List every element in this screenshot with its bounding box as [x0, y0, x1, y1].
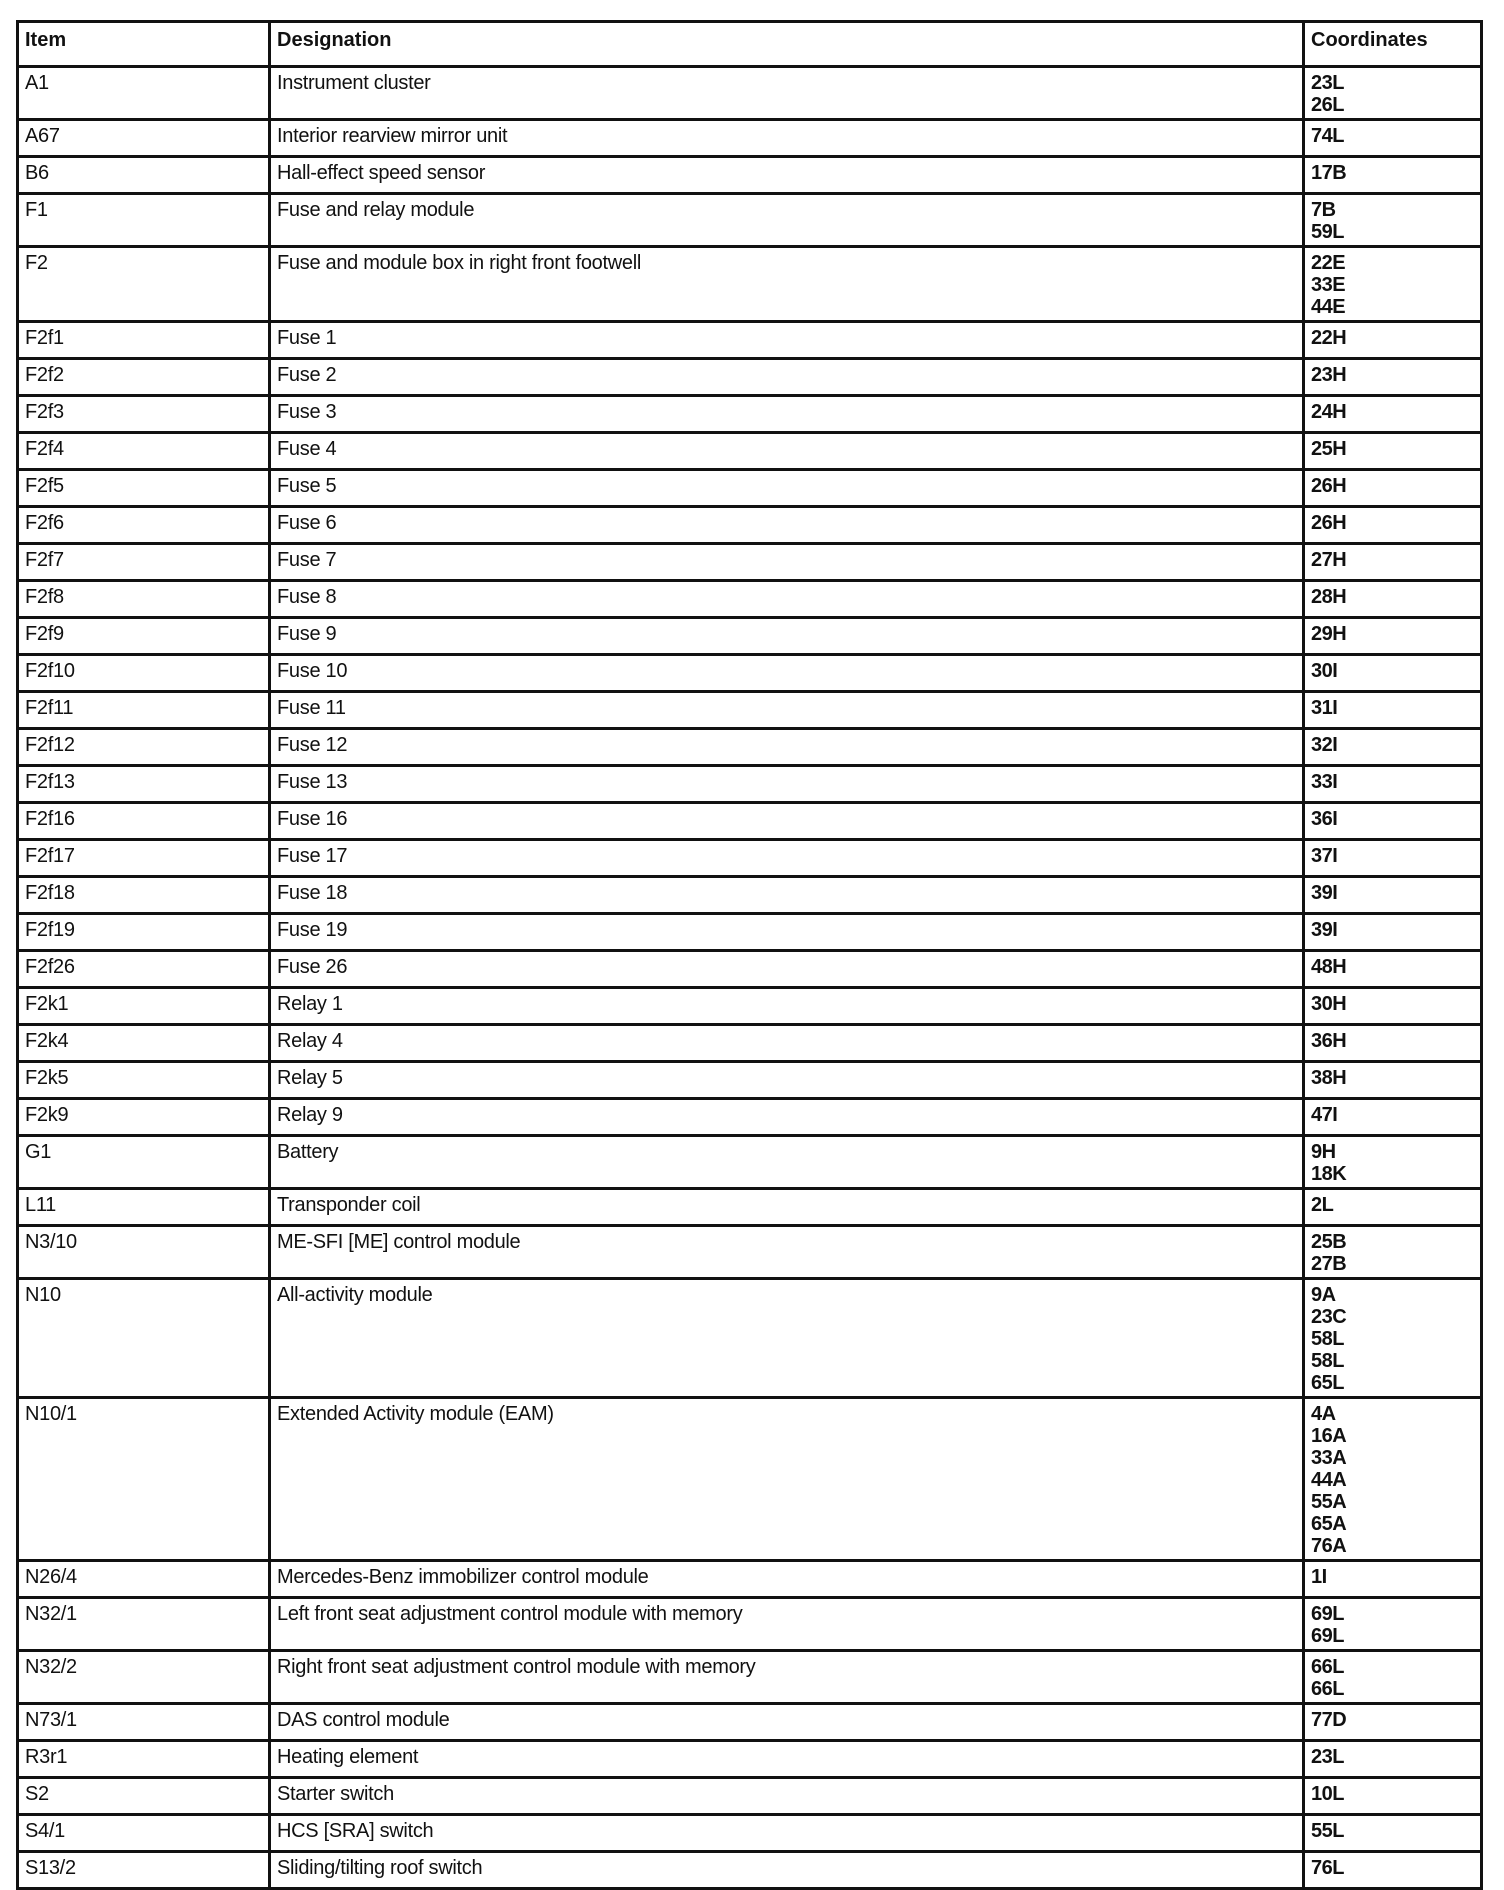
coordinate-value: 26H [1311, 475, 1347, 497]
coordinate-value: 33A [1311, 1447, 1347, 1469]
item-cell: F2f3 [18, 396, 270, 433]
item-cell: G1 [18, 1136, 270, 1189]
coordinates-cell [1304, 507, 1482, 544]
coordinate-value: 55L [1311, 1820, 1344, 1842]
coordinate-value: 30I [1311, 660, 1338, 682]
item-cell: F2f12 [18, 729, 270, 766]
designation-cell: Fuse 16 [270, 803, 1304, 840]
item-cell: F2f17 [18, 840, 270, 877]
designation-cell: Starter switch [270, 1778, 1304, 1815]
coordinates-cell [1304, 1136, 1482, 1189]
coordinate-value: 44A [1311, 1469, 1347, 1491]
coordinates-cell [1304, 914, 1482, 951]
table-row [18, 322, 1482, 359]
coordinates-cell [1304, 1025, 1482, 1062]
table-row [18, 766, 1482, 803]
item-cell: F2f10 [18, 655, 270, 692]
table-row [18, 396, 1482, 433]
coordinates-cell [1304, 247, 1482, 322]
coordinate-value: 16A [1311, 1425, 1347, 1447]
item-cell: N32/1 [18, 1598, 270, 1651]
designation-cell: Right front seat adjustment control module with memory [270, 1651, 1304, 1704]
coordinate-value: 77D [1311, 1709, 1347, 1731]
coordinate-value: 32I [1311, 734, 1338, 756]
coordinates-cell [1304, 618, 1482, 655]
coordinate-value: 58L [1311, 1350, 1344, 1372]
coordinates-cell [1304, 1704, 1482, 1741]
item-cell: F1 [18, 194, 270, 247]
item-cell: F2f26 [18, 951, 270, 988]
coordinate-value: 18K [1311, 1163, 1347, 1185]
table-row [18, 803, 1482, 840]
table-row [18, 1189, 1482, 1226]
coordinate-value: 7B [1311, 199, 1336, 221]
coordinates-cell [1304, 877, 1482, 914]
coordinate-value: 65L [1311, 1372, 1344, 1394]
coordinate-value: 25H [1311, 438, 1347, 460]
item-cell: S4/1 [18, 1815, 270, 1852]
coordinates-cell [1304, 396, 1482, 433]
table-row [18, 914, 1482, 951]
designation-cell: Fuse 9 [270, 618, 1304, 655]
item-cell: F2f2 [18, 359, 270, 396]
item-cell: F2f19 [18, 914, 270, 951]
coordinates-cell [1304, 766, 1482, 803]
designation-cell: Fuse 4 [270, 433, 1304, 470]
designation-cell: Fuse 7 [270, 544, 1304, 581]
coordinate-value: 26L [1311, 94, 1344, 116]
coordinate-value: 33E [1311, 274, 1346, 296]
item-cell: F2f4 [18, 433, 270, 470]
table-row [18, 1136, 1482, 1189]
designation-cell: Heating element [270, 1741, 1304, 1778]
coordinates-cell [1304, 1279, 1482, 1398]
item-cell: F2f16 [18, 803, 270, 840]
coordinate-value: 9A [1311, 1284, 1336, 1306]
coordinate-value: 39I [1311, 882, 1338, 904]
coordinate-value: 25B [1311, 1231, 1347, 1253]
designation-cell: Left front seat adjustment control module with memory [270, 1598, 1304, 1651]
item-cell: A67 [18, 120, 270, 157]
table-row [18, 988, 1482, 1025]
table-row [18, 1704, 1482, 1741]
coordinates-cell [1304, 194, 1482, 247]
coordinate-value: 2L [1311, 1194, 1334, 1216]
coordinate-value: 9H [1311, 1141, 1336, 1163]
coordinate-value: 27H [1311, 549, 1347, 571]
table-row [18, 1778, 1482, 1815]
header-item: Item [18, 22, 270, 67]
coordinate-value: 66L [1311, 1678, 1344, 1700]
table-row [18, 1651, 1482, 1704]
table-row [18, 433, 1482, 470]
table-row [18, 194, 1482, 247]
coordinate-value: 48H [1311, 956, 1347, 978]
designation-cell: Extended Activity module (EAM) [270, 1398, 1304, 1561]
designation-cell: Relay 4 [270, 1025, 1304, 1062]
designation-cell: Sliding/tilting roof switch [270, 1852, 1304, 1889]
coordinate-value: 31I [1311, 697, 1338, 719]
designation-cell: Fuse 13 [270, 766, 1304, 803]
item-cell: F2f5 [18, 470, 270, 507]
coordinates-cell [1304, 470, 1482, 507]
table-row [18, 1852, 1482, 1889]
coordinates-cell [1304, 1062, 1482, 1099]
table-row [18, 840, 1482, 877]
coordinate-value: 69L [1311, 1603, 1344, 1625]
item-cell: F2k1 [18, 988, 270, 1025]
coordinate-value: 58L [1311, 1328, 1344, 1350]
designation-cell: Relay 5 [270, 1062, 1304, 1099]
table-row [18, 1279, 1482, 1398]
item-cell: F2k5 [18, 1062, 270, 1099]
coordinate-value: 69L [1311, 1625, 1344, 1647]
item-cell: S13/2 [18, 1852, 270, 1889]
table-row [18, 1741, 1482, 1778]
item-cell: R3r1 [18, 1741, 270, 1778]
coordinate-value: 4A [1311, 1403, 1336, 1425]
table-row [18, 247, 1482, 322]
table-row [18, 1598, 1482, 1651]
designation-cell: Hall-effect speed sensor [270, 157, 1304, 194]
table-row [18, 507, 1482, 544]
designation-cell: Fuse 1 [270, 322, 1304, 359]
table-body [18, 67, 1482, 1889]
coordinate-value: 28H [1311, 586, 1347, 608]
coordinates-cell [1304, 433, 1482, 470]
coordinate-value: 38H [1311, 1067, 1347, 1089]
coordinate-value: 26H [1311, 512, 1347, 534]
item-cell: N3/10 [18, 1226, 270, 1279]
designation-cell: Fuse and module box in right front footwell [270, 247, 1304, 322]
coordinate-value: 39I [1311, 919, 1338, 941]
designation-cell: Fuse 17 [270, 840, 1304, 877]
coordinates-cell [1304, 1651, 1482, 1704]
item-cell: N10 [18, 1279, 270, 1398]
designation-cell: HCS [SRA] switch [270, 1815, 1304, 1852]
designation-cell: Transponder coil [270, 1189, 1304, 1226]
table-row [18, 655, 1482, 692]
designation-cell: Fuse 11 [270, 692, 1304, 729]
coordinates-cell [1304, 840, 1482, 877]
item-cell: B6 [18, 157, 270, 194]
coordinate-value: 24H [1311, 401, 1347, 423]
coordinates-cell [1304, 729, 1482, 766]
coordinates-cell [1304, 988, 1482, 1025]
coordinates-cell [1304, 1398, 1482, 1561]
coordinate-value: 76A [1311, 1535, 1347, 1557]
header-coordinates: Coordinates [1304, 22, 1482, 67]
table-row [18, 1815, 1482, 1852]
designation-cell: Relay 1 [270, 988, 1304, 1025]
coordinates-cell [1304, 120, 1482, 157]
item-cell: F2f11 [18, 692, 270, 729]
item-cell: F2f8 [18, 581, 270, 618]
coordinate-value: 23H [1311, 364, 1347, 386]
table-row [18, 544, 1482, 581]
coordinate-value: 37I [1311, 845, 1338, 867]
table-row [18, 1561, 1482, 1598]
coordinate-value: 23C [1311, 1306, 1347, 1328]
item-cell: N10/1 [18, 1398, 270, 1561]
table-row [18, 1099, 1482, 1136]
item-cell: F2f13 [18, 766, 270, 803]
coordinate-value: 33I [1311, 771, 1338, 793]
item-cell: S2 [18, 1778, 270, 1815]
table-row [18, 692, 1482, 729]
coordinates-cell [1304, 1226, 1482, 1279]
table-row [18, 1062, 1482, 1099]
coordinates-cell [1304, 1741, 1482, 1778]
coordinates-cell [1304, 1815, 1482, 1852]
table-row [18, 951, 1482, 988]
item-cell: L11 [18, 1189, 270, 1226]
item-cell: F2f6 [18, 507, 270, 544]
table-row [18, 359, 1482, 396]
designation-cell: Mercedes-Benz immobilizer control module [270, 1561, 1304, 1598]
item-cell: F2f1 [18, 322, 270, 359]
designation-cell: Relay 9 [270, 1099, 1304, 1136]
coordinate-value: 59L [1311, 221, 1344, 243]
coordinates-cell [1304, 692, 1482, 729]
coordinates-cell [1304, 1099, 1482, 1136]
designation-cell: DAS control module [270, 1704, 1304, 1741]
coordinate-value: 36H [1311, 1030, 1347, 1052]
coordinates-cell [1304, 67, 1482, 120]
designation-cell: Fuse 3 [270, 396, 1304, 433]
coordinate-value: 29H [1311, 623, 1347, 645]
item-cell: F2 [18, 247, 270, 322]
designation-cell: Fuse 18 [270, 877, 1304, 914]
coordinates-cell [1304, 1598, 1482, 1651]
coordinate-value: 22H [1311, 327, 1347, 349]
table-row [18, 729, 1482, 766]
designation-cell: Fuse 26 [270, 951, 1304, 988]
item-cell: N73/1 [18, 1704, 270, 1741]
coordinate-value: 17B [1311, 162, 1347, 184]
item-cell: F2k9 [18, 1099, 270, 1136]
table-row [18, 618, 1482, 655]
coordinate-value: 74L [1311, 125, 1344, 147]
coordinates-cell [1304, 803, 1482, 840]
designation-cell: Fuse 19 [270, 914, 1304, 951]
coordinate-value: 47I [1311, 1104, 1338, 1126]
table-row [18, 1025, 1482, 1062]
designation-cell: Fuse 5 [270, 470, 1304, 507]
table-row [18, 157, 1482, 194]
coordinate-value: 23L [1311, 72, 1344, 94]
table-row [18, 581, 1482, 618]
table-row [18, 67, 1482, 120]
table-row [18, 1226, 1482, 1279]
coordinates-cell [1304, 951, 1482, 988]
coordinates-cell [1304, 544, 1482, 581]
designation-cell: Fuse 8 [270, 581, 1304, 618]
coordinates-cell [1304, 1189, 1482, 1226]
coordinate-value: 55A [1311, 1491, 1347, 1513]
coordinate-value: 1I [1311, 1566, 1327, 1588]
table-row [18, 1398, 1482, 1561]
item-cell: F2k4 [18, 1025, 270, 1062]
coordinate-value: 22E [1311, 252, 1346, 274]
designation-cell: Fuse and relay module [270, 194, 1304, 247]
header-designation: Designation [270, 22, 1304, 67]
table-row [18, 120, 1482, 157]
coordinate-value: 36I [1311, 808, 1338, 830]
coordinates-cell [1304, 359, 1482, 396]
coordinate-value: 23L [1311, 1746, 1344, 1768]
designation-cell: Instrument cluster [270, 67, 1304, 120]
item-cell: N26/4 [18, 1561, 270, 1598]
designation-cell: Fuse 12 [270, 729, 1304, 766]
coordinates-cell [1304, 1852, 1482, 1889]
designation-cell: Fuse 6 [270, 507, 1304, 544]
table-row [18, 877, 1482, 914]
item-cell: F2f7 [18, 544, 270, 581]
designation-cell: Interior rearview mirror unit [270, 120, 1304, 157]
coordinates-cell [1304, 1778, 1482, 1815]
item-cell: F2f18 [18, 877, 270, 914]
coordinate-value: 65A [1311, 1513, 1347, 1535]
coordinate-value: 10L [1311, 1783, 1344, 1805]
table-row [18, 470, 1482, 507]
coordinates-cell [1304, 1561, 1482, 1598]
designation-cell: Fuse 2 [270, 359, 1304, 396]
coordinate-value: 27B [1311, 1253, 1347, 1275]
designation-cell: ME-SFI [ME] control module [270, 1226, 1304, 1279]
item-cell: A1 [18, 67, 270, 120]
item-cell: N32/2 [18, 1651, 270, 1704]
coordinate-value: 30H [1311, 993, 1347, 1015]
designation-cell: All-activity module [270, 1279, 1304, 1398]
item-cell: F2f9 [18, 618, 270, 655]
designation-cell: Fuse 10 [270, 655, 1304, 692]
coordinate-value: 66L [1311, 1656, 1344, 1678]
coordinates-cell [1304, 157, 1482, 194]
coordinates-cell [1304, 581, 1482, 618]
header-row [18, 22, 1482, 67]
coordinates-cell [1304, 655, 1482, 692]
designation-cell: Battery [270, 1136, 1304, 1189]
coordinate-value: 76L [1311, 1857, 1344, 1879]
coordinate-value: 44E [1311, 296, 1346, 318]
component-legend-table [16, 20, 1483, 1890]
coordinates-cell [1304, 322, 1482, 359]
